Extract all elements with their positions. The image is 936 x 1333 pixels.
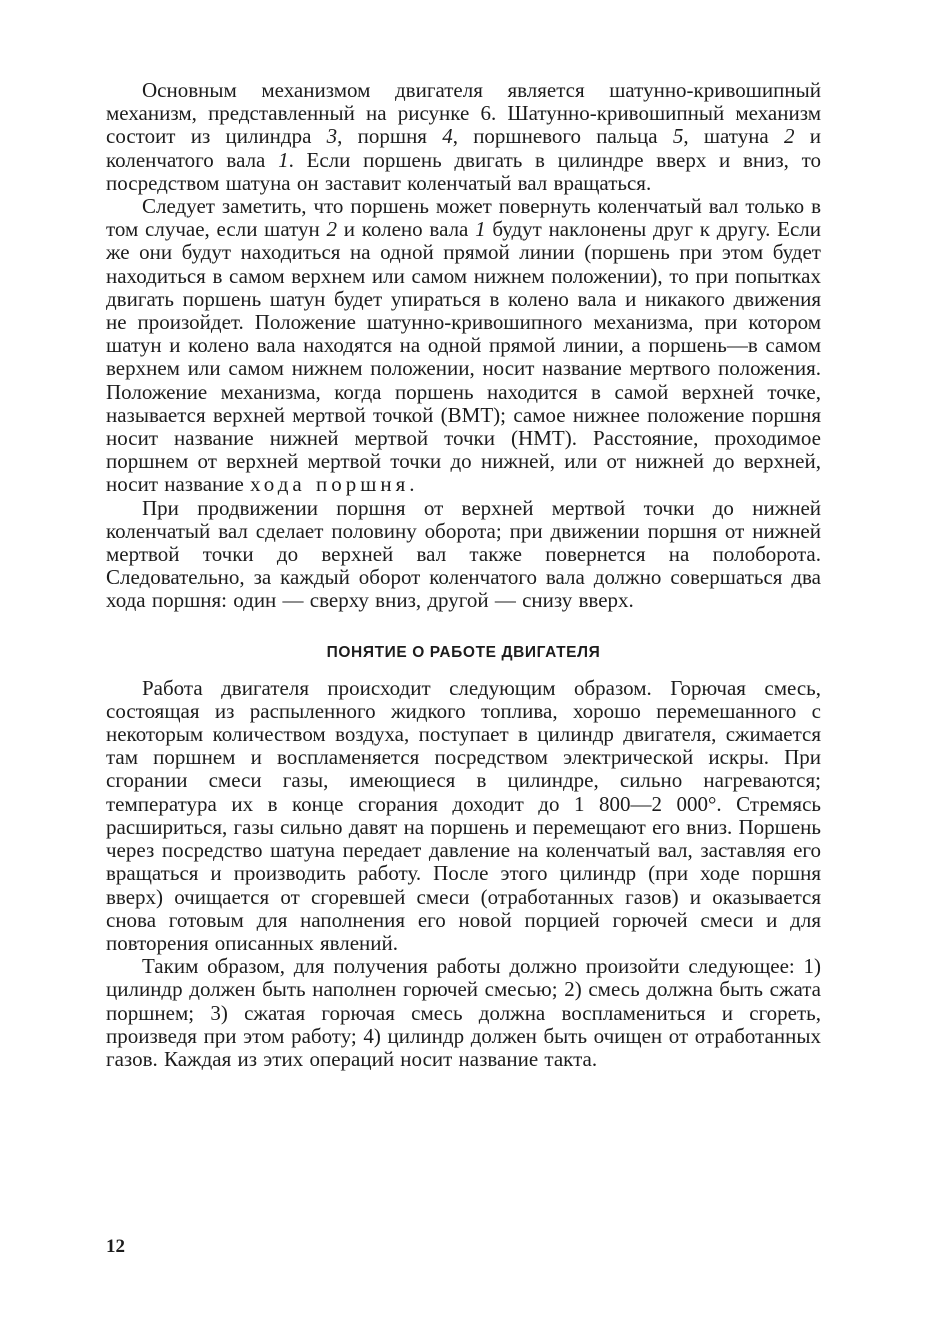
page-number: 12 xyxy=(106,1236,125,1257)
text-run: и колено вала xyxy=(337,217,476,242)
figure-ref: 4 xyxy=(442,124,453,149)
paragraph xyxy=(106,955,821,1071)
paragraph xyxy=(106,79,821,195)
text-run: и коленчатого вала xyxy=(106,124,821,172)
text-run: Основным механизмом двигателя является шатунно-кривошипный механизм, представленный на рисунке 6. Шатунно-кривошипный механизм состоит из цилиндра xyxy=(106,78,821,149)
text-run: , поршневого пальца xyxy=(452,124,673,149)
paragraph xyxy=(106,497,821,613)
text-run: Работа двигателя происходит следующим образом. Горючая смесь, состоящая из распыленного жидкого топлива, хорошо перемешанного с некоторым количеством воздуха, поступает в цилиндр двигателя, сжимается там поршнем и воспламеняется посредством электрической искры. При сгорании смеси газы, имеющиеся в цилиндре, сильно нагреваются; температура их в конце сгорания доходит до 1 800—2 000°. Стремясь расшириться, газы сильно давят на поршень и перемещают его вниз. Поршень через посредство шатуна передает давление на коленчатый вал, заставляя его вращаться и производить работу. После этого цилиндр (при ходе поршня вверх) очищается от сгоревшей смеси (отработанных газов) и оказывается снова готовым для наполнения его новой порцией горючей смеси и для повторения описанных явлений. xyxy=(106,675,821,955)
main-text xyxy=(106,79,821,1071)
figure-ref: 5 xyxy=(672,124,684,149)
figure-ref: 2 xyxy=(326,217,338,242)
text-run: , поршня xyxy=(337,124,443,149)
emphasized-term: хода поршня xyxy=(250,472,410,497)
paragraph xyxy=(106,195,821,497)
text-run: . xyxy=(409,472,415,497)
figure-ref: 1 xyxy=(475,217,486,242)
text-run: Таким образом, для получения работы должно произойти следующее: 1) цилиндр должен быть наполнен горючей смесью; 2) смесь должна быть сжата поршнем; 3) сжатая горючая смесь должна воспламениться и сгореть, произведя при этом работу; 4) цилиндр должен быть очищен от отработанных газов. Каждая из этих операций носит название такта. xyxy=(106,954,821,1071)
text-run: . Если поршень двигать в цилиндре вверх и вниз, то посредством шатуна он заставит коленчатый вал вращаться. xyxy=(106,147,821,195)
text-run: будут наклонены друг к другу. Если же они будут находиться на одной прямой линии (поршень при этом будет находиться в самом верхнем или самом нижнем положении), то при попытках двигать поршень шатун будет упираться в колено вала и никакого движения не произойдет. Положение шатунно-кривошипного механизма, при котором шатун и колено вала находятся на одной прямой линии, а поршень—в самом верхнем или самом нижнем положении, носит название мертвого положения. Положение механизма, когда поршень находится в самой верхней точке, называется верхней мертвой точкой (ВМТ); самое нижнее положение поршня носит название нижней мертвой точки (НМТ). Расстояние, проходимое поршнем от верхней мертвой точки до нижней, или от нижней до верхней, носит название xyxy=(106,217,821,497)
text-run: При продвижении поршня от верхней мертвой точки до нижней коленчатый вал сделает половину оборота; при движении поршня от нижней мертвой точки до верхней вал также повернется на полоборота. Следовательно, за каждый оборот коленчатого вала должно совершаться два хода поршня: один — сверху вниз, другой — снизу вверх. xyxy=(106,495,821,613)
figure-ref: 2 xyxy=(784,124,795,149)
section-heading: ПОНЯТИЕ О РАБОТЕ ДВИГАТЕЛЯ xyxy=(326,643,601,661)
figure-ref: 3 xyxy=(326,124,338,149)
figure-ref: 1 xyxy=(278,147,289,172)
text-run: Следует заметить, что поршень может повернуть коленчатый вал только в том случае, если шатун xyxy=(106,194,821,242)
paragraph xyxy=(106,677,821,955)
text-run: , шатуна xyxy=(683,124,784,149)
